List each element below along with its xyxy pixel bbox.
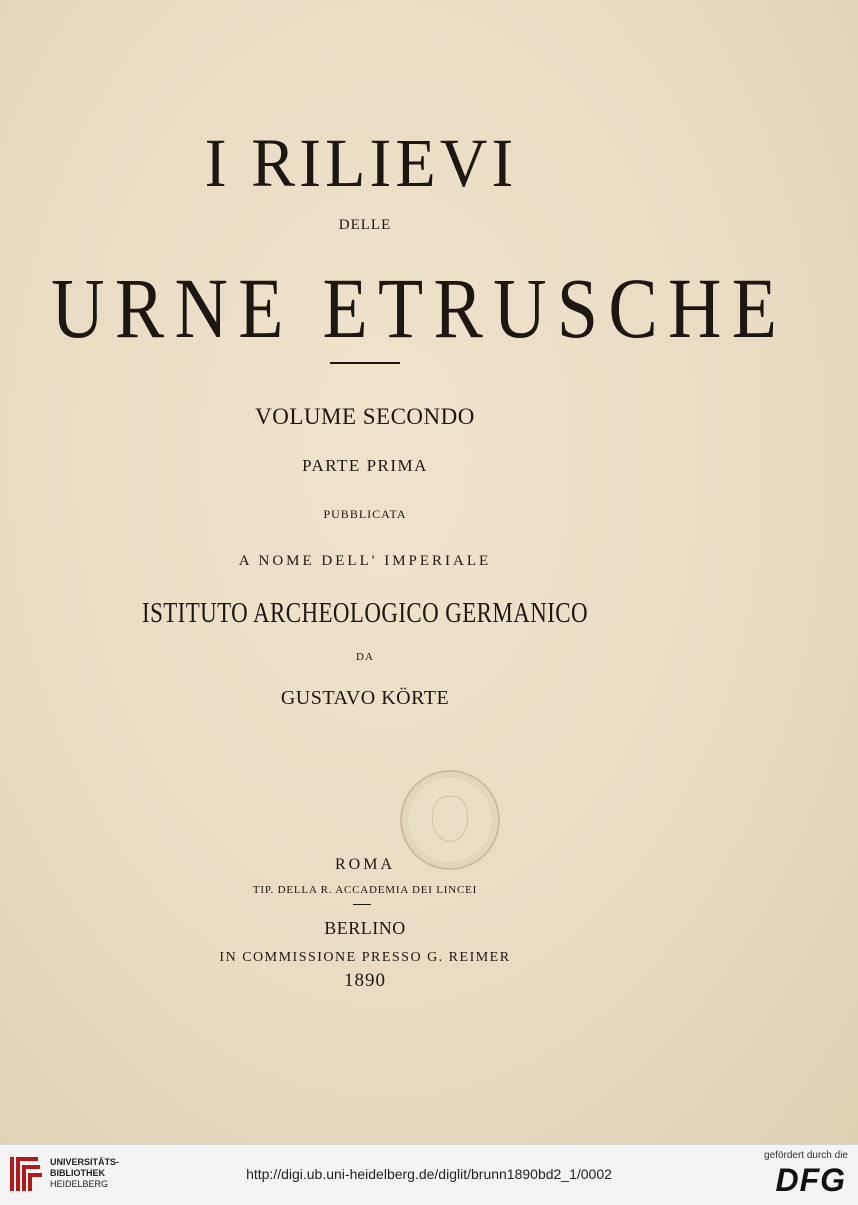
publication-year: 1890 [344, 970, 386, 991]
place-berlin: BERLINO [324, 918, 406, 938]
library-name-line-3: HEIDELBERG [50, 1179, 109, 1189]
title-rule [330, 362, 400, 364]
funding-note: gefördert durch die [764, 1150, 848, 1161]
commission-line: IN COMMISSIONE PRESSO G. REIMER [219, 950, 511, 965]
library-stamp [400, 770, 500, 870]
by-label: DA [356, 651, 374, 663]
library-name-line-1: UNIVERSITÄTS- [50, 1157, 120, 1167]
volume-label: VOLUME SECONDO [255, 404, 475, 429]
part-label: PARTE PRIMA [302, 456, 428, 475]
published-label: PUBBLICATA [323, 507, 407, 521]
imprint-rule [353, 904, 371, 905]
permalink-url[interactable]: http://digi.ub.uni-heidelberg.de/diglit/brunn1890bd2_1/0002 [246, 1166, 612, 1182]
viewer-footer [0, 1144, 858, 1205]
library-name-line-2: BIBLIOTHEK [50, 1168, 105, 1178]
dfg-logo: DFG [775, 1162, 846, 1198]
on-behalf-label: A NOME DELL' IMPERIALE [238, 553, 492, 569]
author-name: GUSTAVO KÖRTE [280, 687, 450, 709]
title-connector: DELLE [338, 217, 392, 233]
title-line-1: I RILIEVI [204, 125, 518, 202]
place-rome: ROMA [334, 856, 395, 873]
title-line-2: URNE ETRUSCHE [51, 260, 788, 356]
printer-line: TIP. DELLA R. ACCADEMIA DEI LINCEI [252, 884, 478, 896]
institute-name: ISTITUTO ARCHEOLOGICO GERMANICO [142, 598, 588, 629]
